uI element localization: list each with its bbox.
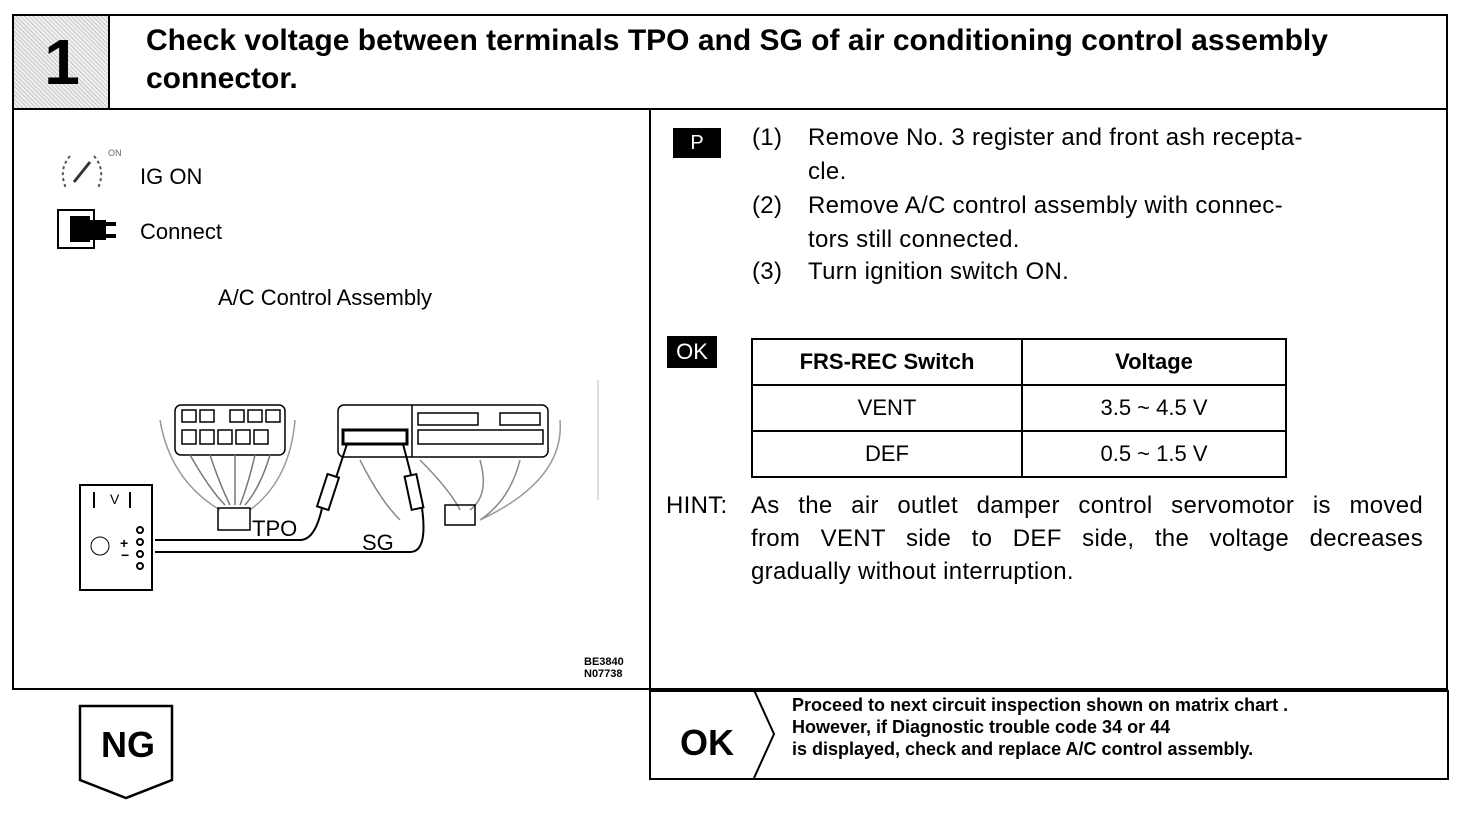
ok-text-line-2: However, if Diagnostic trouble code 34 or 44 [792, 717, 1171, 737]
voltage-table [751, 338, 1287, 478]
tpo-label: TPO [252, 516, 298, 541]
hint-line-3: gradually without interruption. [751, 558, 1074, 585]
left-connector [160, 405, 295, 530]
step-number: 1 [44, 26, 80, 98]
step-1-text-cont: cle. [808, 158, 847, 185]
column-divider [649, 110, 651, 778]
table-header-row [752, 339, 1286, 385]
connector-icon [56, 208, 126, 252]
wiring-diagram [60, 380, 620, 610]
step-title: Check voltage between terminals TPO and SG of air conditioning control assembly connector. [146, 24, 1328, 95]
p-badge: P [673, 128, 721, 158]
step-2-text: Remove A/C control assembly with connec- [808, 192, 1283, 219]
svg-text:−: − [121, 547, 130, 563]
table-header: Voltage [1022, 339, 1286, 385]
step-2-number: (2) [752, 192, 783, 219]
table-row [752, 431, 1286, 477]
ignition-key-icon [52, 148, 132, 198]
step-1-number: (1) [752, 124, 783, 151]
table-cell: 0.5 ~ 1.5 V [1022, 431, 1286, 477]
ok-label: OK [680, 722, 734, 763]
step-1-text: Remove No. 3 register and front ash recepta- [808, 124, 1303, 151]
step-2-text-cont: tors still connected. [808, 226, 1020, 253]
ok-badge: OK [667, 336, 717, 368]
step-3-text: Turn ignition switch ON. [808, 258, 1070, 285]
table-cell: DEF [752, 431, 1022, 477]
svg-text:ON: ON [108, 148, 122, 158]
figure-code-1: BE3840 [584, 656, 624, 668]
ok-text-line-1: Proceed to next circuit inspection shown on matrix chart . [792, 695, 1289, 715]
ok-chevron [750, 690, 780, 778]
figure-code-2: N07738 [584, 668, 623, 680]
connect-label: Connect [140, 219, 222, 244]
table-cell: VENT [752, 385, 1022, 431]
table-cell: 3.5 ~ 4.5 V [1022, 385, 1286, 431]
svg-text:+: + [120, 535, 129, 551]
right-connector [338, 405, 560, 525]
step-3-number: (3) [752, 258, 783, 285]
step-number-box [14, 16, 110, 108]
sg-label: SG [362, 530, 394, 555]
hint-label: HINT: [666, 492, 728, 519]
ng-label: NG [101, 724, 155, 765]
table-row [752, 385, 1286, 431]
ig-on-label: IG ON [140, 164, 203, 189]
table-header: FRS-REC Switch [752, 339, 1022, 385]
hint-line-1: As the air outlet damper control servomotor is moved [751, 492, 1423, 519]
ok-text-line-3: is displayed, check and replace A/C control assembly. [792, 739, 1254, 759]
diagram-caption: A/C Control Assembly [218, 285, 432, 310]
hint-line-2: from VENT side to DEF side, the voltage decreases [751, 525, 1423, 552]
meter-label: V [110, 491, 120, 507]
